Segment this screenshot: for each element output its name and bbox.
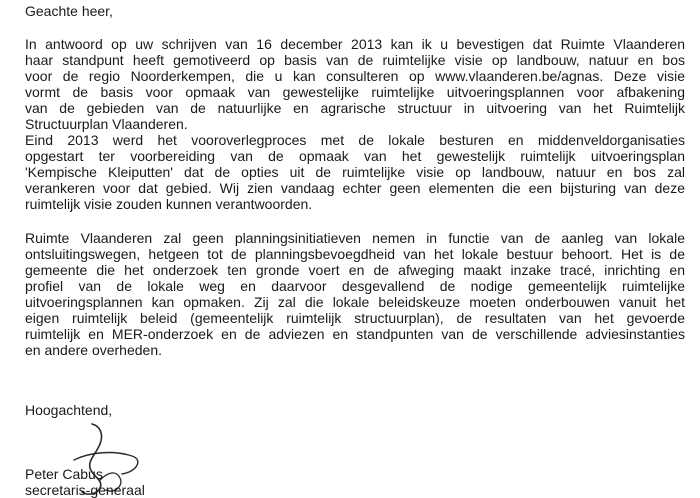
paragraph-1-line: verankeren voor dat gebied. Wij zien vandaag echter geen elementen die een bijsturing van deze [25, 180, 685, 196]
paragraph-2-line: gemeente die het onderzoek ten gronde voert en de afweging maakt inzake tracé, inrichting en [25, 262, 685, 278]
closing: Hoogachtend, [25, 402, 113, 418]
paragraph-1-line: van de gebieden van de natuurlijke en agrarische structuur in uitvoering van het Ruimtelijk [25, 100, 685, 116]
paragraph-1-line: Eind 2013 werd het vooroverlegproces met de lokale besturen en middenveldorganisaties [25, 132, 685, 148]
signatory-title: secretaris-generaal [25, 482, 145, 498]
paragraph-1-line: 'Kempische Kleiputten' dat de opties uit de ruimtelijke visie op landbouw, natuur en bos zal [25, 164, 685, 180]
paragraph-1-line: Structuurplan Vlaanderen. [25, 116, 188, 132]
signatory-name: Peter Cabus [25, 466, 103, 482]
paragraph-2-line: ontsluitingswegen, hetgeen tot de planningsbevoegdheid van het lokale bestuur behoort. Het is de [25, 246, 685, 262]
paragraph-1-line: opgestart ter voorbereiding van de opmaak van het gewestelijk ruimtelijk uitvoeringsplan [25, 148, 685, 164]
paragraph-1 [25, 36, 685, 212]
paragraph-2-line: en andere overheden. [25, 342, 162, 358]
paragraph-2-line: Ruimte Vlaanderen zal geen planningsinitiatieven nemen in functie van de aanleg van lokale [25, 230, 685, 246]
paragraph-2-line: eigen ruimtelijk beleid (gemeentelijk ruimtelijk structuurplan), de resultaten van het gevoerde [25, 310, 685, 326]
paragraph-2 [25, 230, 685, 358]
paragraph-1-line: vormt de basis voor opmaak van gewestelijke ruimtelijke uitvoeringsplannen voor afbakening [25, 84, 685, 100]
salutation: Geachte heer, [25, 3, 113, 19]
paragraph-2-line: ruimtelijk en MER-onderzoek en de adviezen en standpunten van de verschillende adviesinstanties [25, 326, 685, 342]
paragraph-1-line: haar standpunt heeft gemotiveerd op basis van de ruimtelijke visie op landbouw, natuur en bos [25, 52, 685, 68]
paragraph-1-line: In antwoord op uw schrijven van 16 december 2013 kan ik u bevestigen dat Ruimte Vlaanderen [25, 36, 685, 52]
paragraph-2-line: uitvoeringsplannen kan opmaken. Zij zal die lokale beleidskeuze moeten onderbouwen vanuit het [25, 294, 685, 310]
paragraph-1-line: ruimtelijk visie zouden kunnen verantwoorden. [25, 196, 313, 212]
paragraph-1-line: voor de regio Noorderkempen, die u kan consulteren op www.vlaanderen.be/agnas. Deze visie [25, 68, 685, 84]
paragraph-2-line: profiel van de lokale weg en daarvoor desgevallend de nodige gemeentelijk ruimtelijke [25, 278, 685, 294]
